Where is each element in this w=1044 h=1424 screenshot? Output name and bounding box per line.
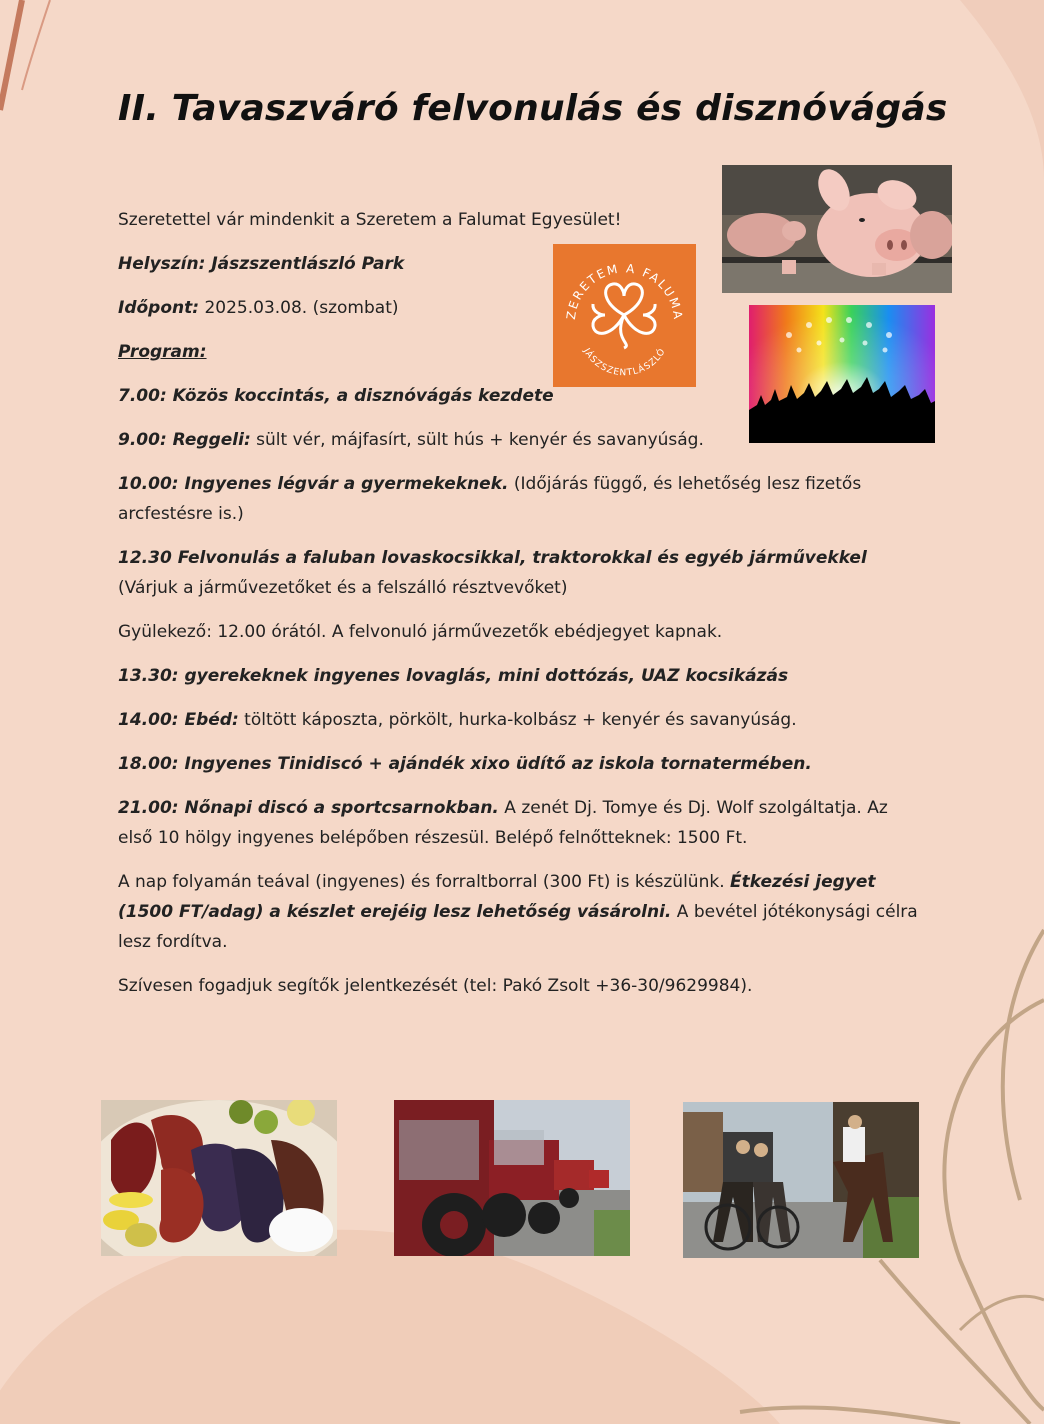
food-note [118, 867, 918, 957]
logo-bottom-text: JÁSZSZENTLÁSZLÓ [580, 346, 669, 379]
event-description [118, 205, 918, 1015]
program-item-1230 [118, 543, 918, 603]
program-item-desc: töltött káposzta, pörkölt, hurka-kolbász + kenyér és savanyúság. [238, 710, 797, 730]
food-note-part1: A nap folyamán teával (ingyenes) és forraltborral (300 Ft) is készülünk. [118, 872, 731, 892]
food-note-part2: A bevétel jótékonysági célra lesz fordítva. [118, 902, 918, 952]
program-item-time: 13.30: gyerekeknek ingyenes lovaglás, mini dottózás, UAZ kocsikázás [118, 666, 789, 686]
program-item-1000 [118, 469, 918, 529]
program-item-1800 [118, 749, 918, 779]
date-value: 2025.03.08. (szombat) [199, 298, 399, 318]
logo-top-text: ZERETEM A FALUMA [563, 261, 686, 321]
helpers-text: Szívesen fogadjuk segítők jelentkezését (tel: Pakó Zsolt +36-30/9629984). [118, 976, 753, 996]
program-item-desc: (Időjárás függő, és lehetőség lesz fizetős arcfestésre is.) [118, 474, 862, 524]
page-title: II. Tavaszváró felvonulás és disznóvágás [118, 88, 948, 129]
date-label: Időpont: [118, 298, 200, 318]
program-item-1400 [118, 705, 918, 735]
program-item-0900 [118, 425, 918, 455]
program-item-1330 [118, 661, 918, 691]
program-item-time: 14.00: Ebéd: [118, 710, 239, 730]
program-item-time: 18.00: Ingyenes Tinidiscó + ajándék xixo üdítő az iskola tornatermében. [118, 754, 812, 774]
date-line [118, 293, 918, 323]
program-item-desc: sült vér, májfasírt, sült hús + kenyér és savanyúság. [250, 430, 704, 450]
tractor-parade-photo [394, 1100, 630, 1256]
program-item-gathering [118, 617, 918, 647]
sausage-photo [101, 1100, 337, 1256]
intro-text: Szeretettel vár mindenkit a Szeretem a Falumat Egyesület! [118, 210, 622, 230]
program-item-desc: (Várjuk a járművezetőket és a felszálló résztvevőket) [118, 578, 568, 598]
program-item-2100 [118, 793, 918, 853]
program-item-time: 7.00: Közös koccintás, a disznóvágás kezdete [118, 386, 554, 406]
location-text: Helyszín: Jászszentlászló Park [118, 254, 405, 274]
program-heading: Program: [118, 342, 207, 362]
program-item-desc: Gyülekező: 12.00 órától. A felvonuló járművezetők ebédjegyet kapnak. [118, 622, 723, 642]
program-item-time: 21.00: Nőnapi discó a sportcsarnokban. [118, 798, 499, 818]
program-item-time: 9.00: Reggeli: [118, 430, 251, 450]
food-note-bold: Étkezési jegyet (1500 FT/adag) a készlet erejéig lesz lehetőség vásárolni. [118, 872, 876, 922]
program-item-desc: A zenét Dj. Tomye és Dj. Wolf szolgáltatja. Az első 10 hölgy ingyenes belépőben részesül. Belépő felnőtteknek: 1500 Ft. [118, 798, 888, 848]
program-item-time: 12.30 Felvonulás a faluban lovaskocsikkal, traktorokkal és egyéb járművekkel [118, 548, 867, 568]
program-item-time: 10.00: Ingyenes légvár a gyermekeknek. [118, 474, 509, 494]
horse-carriage-photo [683, 1102, 919, 1258]
program-item-0700 [118, 381, 918, 411]
